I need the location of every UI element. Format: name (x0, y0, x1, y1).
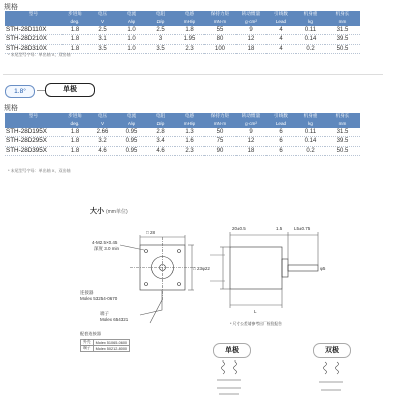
table-cell: STH-28D110X (5, 26, 62, 35)
table-cell: 3.4 (146, 137, 175, 147)
table-cell: 2.3 (175, 44, 204, 54)
bipolar-wiring-diagram (305, 358, 365, 398)
table-header-cell: mm (325, 19, 360, 26)
table-cell: 18 (236, 44, 266, 54)
table-cell: 0.14 (296, 137, 325, 147)
table-cell: 1.8 (175, 26, 204, 35)
front-length: 1.5 (276, 226, 283, 231)
table-header-cell: deg. (62, 19, 88, 26)
table-header-cell: 转动惯量 (236, 11, 266, 19)
table-cell: 2.5 (146, 26, 175, 35)
table-header-cell: 机身重 (296, 11, 325, 19)
table-header-cell: V (88, 121, 117, 128)
table-cell: 1.8 (62, 35, 88, 45)
flat-length: L5±0.75 (294, 226, 311, 231)
pcd-label: □ 23 (193, 266, 202, 271)
dia-label: □ 28 (146, 230, 155, 235)
table-header-cell: mm (325, 121, 360, 128)
table-cell: 12 (236, 137, 266, 147)
table-unit-row (5, 19, 360, 26)
table-cell: 3.1 (88, 35, 117, 45)
table-header-row (5, 11, 360, 19)
table-header-cell: g·cm² (236, 121, 266, 128)
unipolar-wiring-diagram (205, 358, 265, 398)
shaft-dia: φ5 (320, 266, 326, 271)
body-length: L (254, 309, 257, 314)
table-header-cell: 电压 (88, 11, 117, 19)
table-row (5, 137, 360, 147)
table-header-cell: 机身长 (325, 113, 360, 121)
table-header-cell: kg (296, 121, 325, 128)
table-header-cell: 电压 (88, 113, 117, 121)
table-cell: 2.3 (175, 146, 204, 156)
table-header-cell: 型号 (5, 113, 62, 121)
table-header-cell: V (88, 19, 117, 26)
table-cell: 1.8 (62, 146, 88, 156)
table-cell: 4.6 (146, 146, 175, 156)
table-header-cell: 机身重 (296, 113, 325, 121)
table-cell: 31.5 (325, 128, 360, 137)
table-header-cell: g·cm² (236, 19, 266, 26)
unipolar-tag: 单极 (45, 83, 95, 97)
table-cell: STH-28D310X (5, 44, 62, 54)
table-header-cell: A/φ (117, 121, 146, 128)
hole-callout: 4-M2.5×0.45 (92, 240, 118, 245)
connector-cell: Molex 50212-8000 (93, 346, 129, 352)
table-cell: 0.11 (296, 128, 325, 137)
table-header-cell: 电感 (175, 11, 204, 19)
hole-depth: 深度 3.0 min (94, 246, 120, 251)
table-cell: 2.8 (146, 128, 175, 137)
table-header-cell: 电感 (175, 113, 204, 121)
drawing-footnote: * 尺寸公差请参考出厂检验报告 (230, 322, 282, 326)
connector-label: 连接器 (80, 290, 94, 295)
spec-section-title-2: 规格 (4, 105, 18, 112)
table-cell: 12 (236, 35, 266, 45)
table-header-cell: 保持力矩 (204, 11, 236, 19)
connector-row (81, 346, 130, 352)
dimension-drawing (80, 215, 330, 335)
table-cell: 55 (204, 26, 236, 35)
table-cell: 9 (236, 128, 266, 137)
table-header-cell: mN·m (204, 19, 236, 26)
table-header-cell: 电流 (117, 113, 146, 121)
table-cell: 0.95 (117, 146, 146, 156)
table-header-cell: Lead (266, 19, 296, 26)
unipolar-wiring-label: 单极 (213, 343, 251, 358)
table-header-cell (5, 121, 62, 128)
connector-cell: Molex 51065-0600 (93, 340, 129, 346)
table-cell: 4 (266, 44, 296, 54)
table-cell: 1.0 (117, 26, 146, 35)
table-cell: 0.95 (117, 128, 146, 137)
table-header-row (5, 113, 360, 121)
table-cell: STH-28D195X (5, 128, 62, 137)
table-cell: 39.5 (325, 35, 360, 45)
table-cell: 90 (204, 146, 236, 156)
table-cell: 3.2 (88, 137, 117, 147)
table-header-cell: mH/φ (175, 121, 204, 128)
table-header-cell: kg (296, 19, 325, 26)
table-header-cell: 保持力矩 (204, 113, 236, 121)
table-header-cell: 电阻 (146, 113, 175, 121)
table-cell: 1.8 (62, 44, 88, 54)
table-header-cell: 引线数 (266, 113, 296, 121)
table-cell: 80 (204, 35, 236, 45)
table-cell: 4 (266, 26, 296, 35)
divider (3, 74, 383, 75)
table-cell: 31.5 (325, 26, 360, 35)
terminal-model: Molex 654321 (100, 317, 129, 322)
table-header-cell: Lead (266, 121, 296, 128)
table-cell: 4.6 (88, 146, 117, 156)
table-cell: 1.0 (117, 35, 146, 45)
table-cell: STH-28D295X (5, 137, 62, 147)
table-cell: 3 (146, 35, 175, 45)
table-header-cell: 步进角 (62, 11, 88, 19)
table-header-cell: Ω/φ (146, 121, 175, 128)
table-cell: 1.6 (175, 137, 204, 147)
dimension-unit: (mm单位) (105, 209, 128, 215)
table-header-cell: 机身长 (325, 11, 360, 19)
table-cell: 1.8 (62, 128, 88, 137)
table-cell: 4 (266, 35, 296, 45)
table-header-cell: 电阻 (146, 11, 175, 19)
connector-cell: 外壳 (81, 340, 94, 346)
table-header-cell: A/φ (117, 19, 146, 26)
connector-table (80, 339, 130, 352)
table1-note: * 末尾型号字母：单出轴 X，双出轴 (8, 52, 71, 57)
connector-cell: 端子 (81, 346, 94, 352)
table-cell: 1.95 (175, 35, 204, 45)
table-header-cell: 步进角 (62, 113, 88, 121)
spec-table-bipolar (5, 11, 360, 54)
front-view (120, 235, 195, 323)
table-cell: 1.0 (117, 44, 146, 54)
shaft-length: 20±0.5 (232, 226, 246, 231)
table-cell: 2.5 (88, 26, 117, 35)
spec-section-title: 规格 (4, 4, 18, 11)
table-cell: 0.2 (296, 146, 325, 156)
table-cell: 6 (266, 128, 296, 137)
table-cell: 100 (204, 44, 236, 54)
table-cell: 1.8 (62, 26, 88, 35)
table-cell: 3.5 (146, 44, 175, 54)
side-view (210, 232, 318, 308)
table-header-cell: 引线数 (266, 11, 296, 19)
terminal-label: 端子 (100, 311, 109, 316)
table-cell: 6 (266, 137, 296, 147)
table-cell: 50.5 (325, 146, 360, 156)
boss-dia: φ22 (202, 266, 210, 271)
table-cell: 75 (204, 137, 236, 147)
table-cell: 2.66 (88, 128, 117, 137)
table-cell: 50 (204, 128, 236, 137)
table-cell: 1.3 (175, 128, 204, 137)
table-cell: 6 (266, 146, 296, 156)
table-cell: 0.14 (296, 35, 325, 45)
table-header-cell (5, 19, 62, 26)
spec-table-unipolar (5, 113, 360, 156)
table-row (5, 26, 360, 35)
table-cell: 0.11 (296, 26, 325, 35)
table-header-cell: 转动惯量 (236, 113, 266, 121)
table-row (5, 128, 360, 137)
table-row (5, 35, 360, 45)
table-cell: STH-28D395X (5, 146, 62, 156)
table-unit-row (5, 121, 360, 128)
table-cell: 39.5 (325, 137, 360, 147)
table-header-cell: deg. (62, 121, 88, 128)
table-cell: STH-28D210X (5, 35, 62, 45)
table-cell: 9 (236, 26, 266, 35)
table-cell: 50.5 (325, 44, 360, 54)
tag-connector-line (37, 90, 45, 91)
connector-model: Molex 53254-0670 (80, 296, 118, 301)
table-header-cell: 电流 (117, 11, 146, 19)
bipolar-wiring-label: 双极 (313, 343, 351, 358)
table-cell: 3.5 (88, 44, 117, 54)
table2-note: * 末尾型号字母：单出轴 X，双出轴 (8, 168, 71, 173)
table-row (5, 146, 360, 156)
table-header-cell: mN·m (204, 121, 236, 128)
table-header-cell: Ω/φ (146, 19, 175, 26)
connector-table-title: 配套连接器 (80, 331, 101, 336)
table-header-cell: mH/φ (175, 19, 204, 26)
table-cell: 1.8 (62, 137, 88, 147)
table-header-cell: 型号 (5, 11, 62, 19)
table-cell: 0.95 (117, 137, 146, 147)
dimension-title-text: 大小 (90, 208, 104, 215)
table-cell: 0.2 (296, 44, 325, 54)
table-cell: 18 (236, 146, 266, 156)
step-angle-tag: 1.8° (5, 85, 35, 98)
